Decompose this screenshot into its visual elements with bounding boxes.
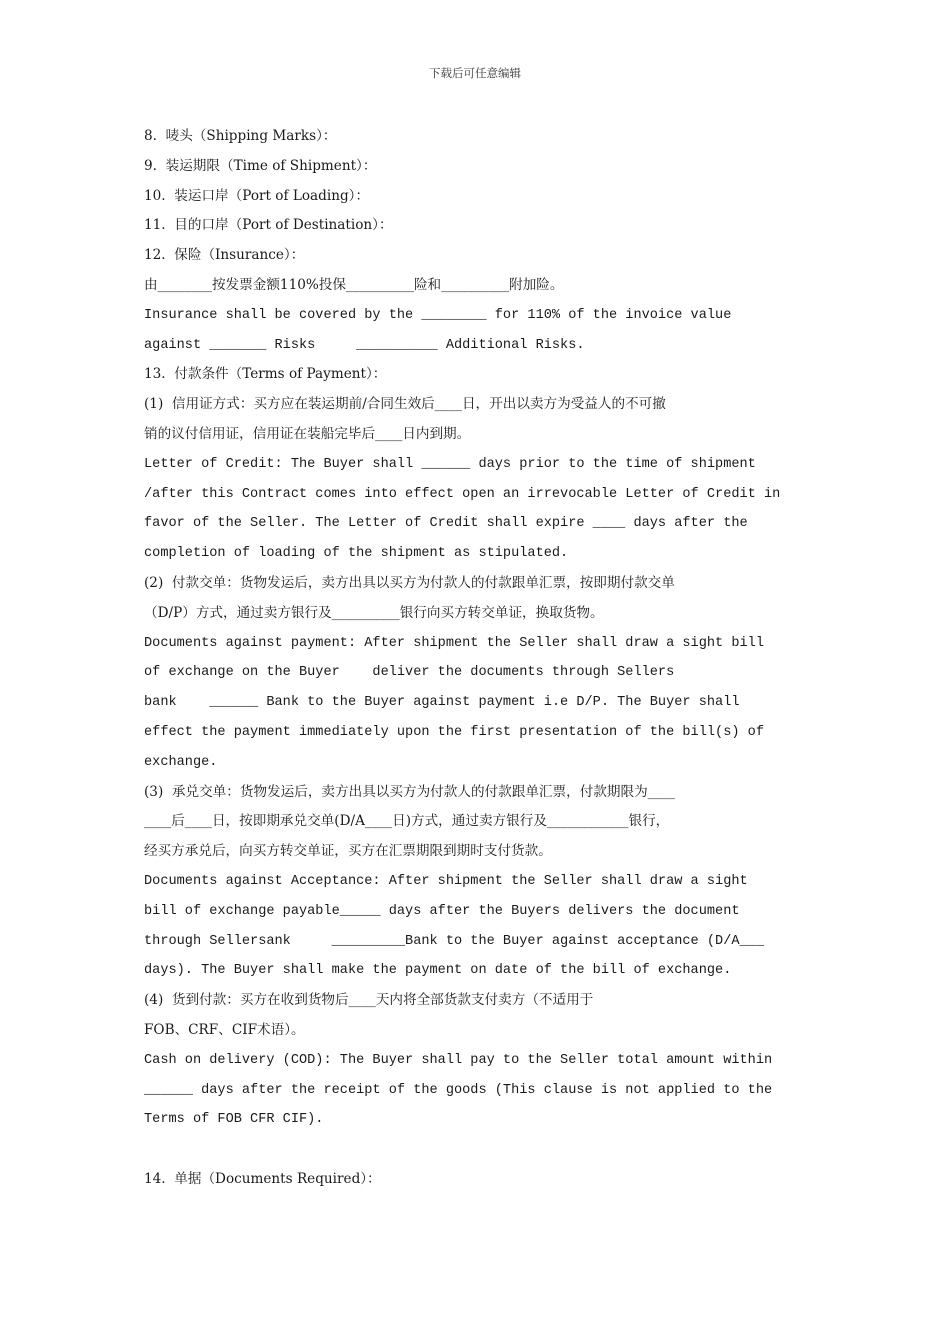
text-line: favor of the Seller. The Letter of Credit shall expire ____ days after the — [144, 516, 748, 532]
text-line: （D/P）方式，通过卖方银行及__________银行向买方转交单证，换取货物。 — [144, 604, 604, 621]
text-line: bank ______ Bank to the Buyer against payment i.e D/P. The Buyer shall — [144, 695, 740, 711]
text-line: (2) 付款交单：货物发运后，卖方出具以买方为付款人的付款跟单汇票，按即期付款交单 — [144, 574, 675, 591]
text-line: 11. 目的口岸（Port of Destination）： — [144, 217, 393, 234]
text-line: 10. 装运口岸（Port of Loading）： — [144, 187, 370, 204]
text-line: (1) 信用证方式：买方应在装运期前/合同生效后____日，开出以卖方为受益人的不可撤 — [144, 396, 666, 413]
text-line: 9. 装运期限（Time of Shipment）： — [144, 157, 377, 174]
text-line: FOB、CRF、CIF术语）。 — [144, 1021, 305, 1038]
text-line: days). The Buyer shall make the payment on date of the bill of exchange. — [144, 963, 732, 979]
text-line: 12. 保险（Insurance）： — [144, 247, 305, 264]
text-line: 销的议付信用证，信用证在装船完毕后____日内到期。 — [144, 425, 471, 442]
text-line: effect the payment immediately upon the first presentation of the bill(s) of — [144, 724, 764, 740]
text-line: exchange. — [144, 754, 218, 770]
text-line: ______ days after the receipt of the goods (This clause is not applied to the — [144, 1082, 773, 1098]
text-line: bill of exchange payable_____ days after the Buyers delivers the document — [144, 903, 740, 919]
text-line: Documents against payment: After shipment the Seller shall draw a sight bill — [144, 635, 764, 651]
text-line: completion of loading of the shipment as stipulated. — [144, 546, 569, 562]
text-line: 14. 单据（Documents Required）： — [144, 1170, 381, 1187]
text-line: 8. 唛头（Shipping Marks）： — [144, 128, 337, 144]
text-line: /after this Contract comes into effect open an irrevocable Letter of Credit in — [144, 486, 781, 502]
text-line: Terms of FOB CFR CIF). — [144, 1112, 324, 1128]
text-line: 由________按发票金额110%投保__________险和__________附加险。 — [144, 276, 564, 293]
text-line: Letter of Credit: The Buyer shall ______ days prior to the time of shipment — [144, 456, 756, 472]
text-line: Cash on delivery (COD): The Buyer shall pay to the Seller total amount within — [144, 1052, 773, 1068]
text-line: Documents against Acceptance: After shipment the Seller shall draw a sight — [144, 873, 748, 889]
text-line: through Sellersank _________Bank to the Buyer against acceptance (D/A___ — [144, 933, 764, 949]
text-line: Insurance shall be covered by the ________ for 110% of the invoice value — [144, 307, 732, 323]
text-line: against _______ Risks __________ Additional Risks. — [144, 337, 585, 353]
contract-body — [144, 122, 784, 1195]
text-line: ____后____日，按即期承兑交单(D/A____日)方式，通过卖方银行及____________银行， — [144, 813, 670, 830]
text-line: 经买方承兑后，向买方转交单证，买方在汇票期限到期时支付货款。 — [144, 843, 552, 860]
text-line: 13. 付款条件（Terms of Payment）： — [144, 366, 387, 383]
text-line: (4) 货到付款：买方在收到货物后____天内将全部货款支付卖方（不适用于 — [144, 992, 594, 1009]
page-header: 下载后可任意编辑 — [429, 66, 521, 80]
text-line: of exchange on the Buyer deliver the documents through Sellers — [144, 665, 675, 681]
text-line — [144, 1135, 784, 1165]
text-line: (3) 承兑交单：货物发运后，卖方出具以买方为付款人的付款跟单汇票，付款期限为____ — [144, 783, 675, 800]
